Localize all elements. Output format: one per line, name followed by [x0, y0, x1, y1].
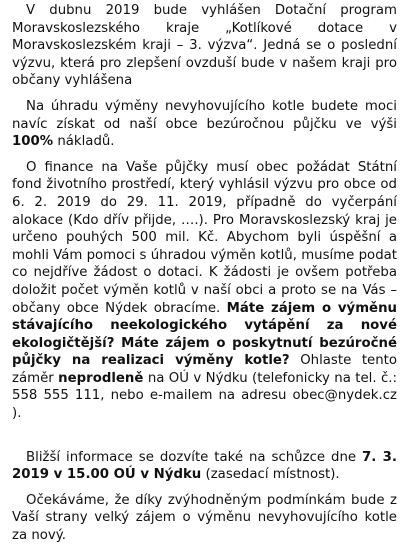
- finance-immediately: neprodleně: [58, 370, 144, 386]
- loan-text-end: nákladů.: [53, 134, 115, 150]
- paragraph-meeting: [12, 449, 397, 484]
- meeting-date: 7. 3. 2019 v 15.00 OÚ v Nýdku: [12, 449, 397, 483]
- finance-contact: na OÚ v Nýdku (telefonicky na tel. č.: 558 555 111, nebo e-mailem na adresu obec@nydek.cz ).: [12, 370, 397, 422]
- paragraph-loan: [12, 98, 397, 151]
- finance-announce: Ohlaste tento záměr: [12, 353, 397, 386]
- closing-text: Očekáváme, že díky zvýhodněným podmínkám bude z Vaší strany velký zájem o výměnu nevyhovujícího kotle za nový.: [12, 492, 397, 544]
- meeting-text: Bližší informace se dozvíte také na schůzce dne: [26, 449, 363, 465]
- loan-percent: 100%: [12, 134, 54, 150]
- paragraph-intro: [12, 2, 397, 90]
- intro-text: V dubnu 2019 bude vyhlášen Dotační program Moravskoslezského kraje „Kotlíkové dotace v Moravskoslezském kraji – 3. výzva“. Jedná se o poslední výzvu, která pro zlepšení ovzduší bude v našem kraji pro občany vyhlášena: [12, 3, 397, 89]
- meeting-room: (zasedací místnost).: [201, 467, 340, 483]
- paragraph-closing: [12, 492, 397, 545]
- finance-questions: Máte zájem o výměnu stávajícího neekologického vytápění za nové ekologičtější? Máte zájem o poskytnutí bezúročné půjčky na realizaci výměny kotle?: [12, 300, 398, 369]
- finance-text: O finance na Vaše půjčky musí obec požádat Státní fond životního prostředí, který vyhlásil výzvu pro obce od 6. 2. 2019 do 29. 11. 2019, případně do vyčerpání alokace (Kdo dřív přijde, ….). Pro Moravskoslezský kraj je určeno pouhých 500 mil. Kč. Abychom byli úspěšní a mohli Vám pomoci s úhradou výměn kotlů, musíme podat co nejdříve žádost o dotaci. K žádosti je ovšem potřeba doložit počet výměn kotlů v naší obci a proto se na Vás – občany obce Nýdek obracíme.: [12, 159, 397, 316]
- loan-text: Na úhradu výměny nevyhovujícího kotle budete moci navíc získat od naší obce bezúročnou půjčku ve výši: [12, 98, 397, 132]
- document-page: [12, 2, 397, 545]
- paragraph-finance: [12, 159, 397, 423]
